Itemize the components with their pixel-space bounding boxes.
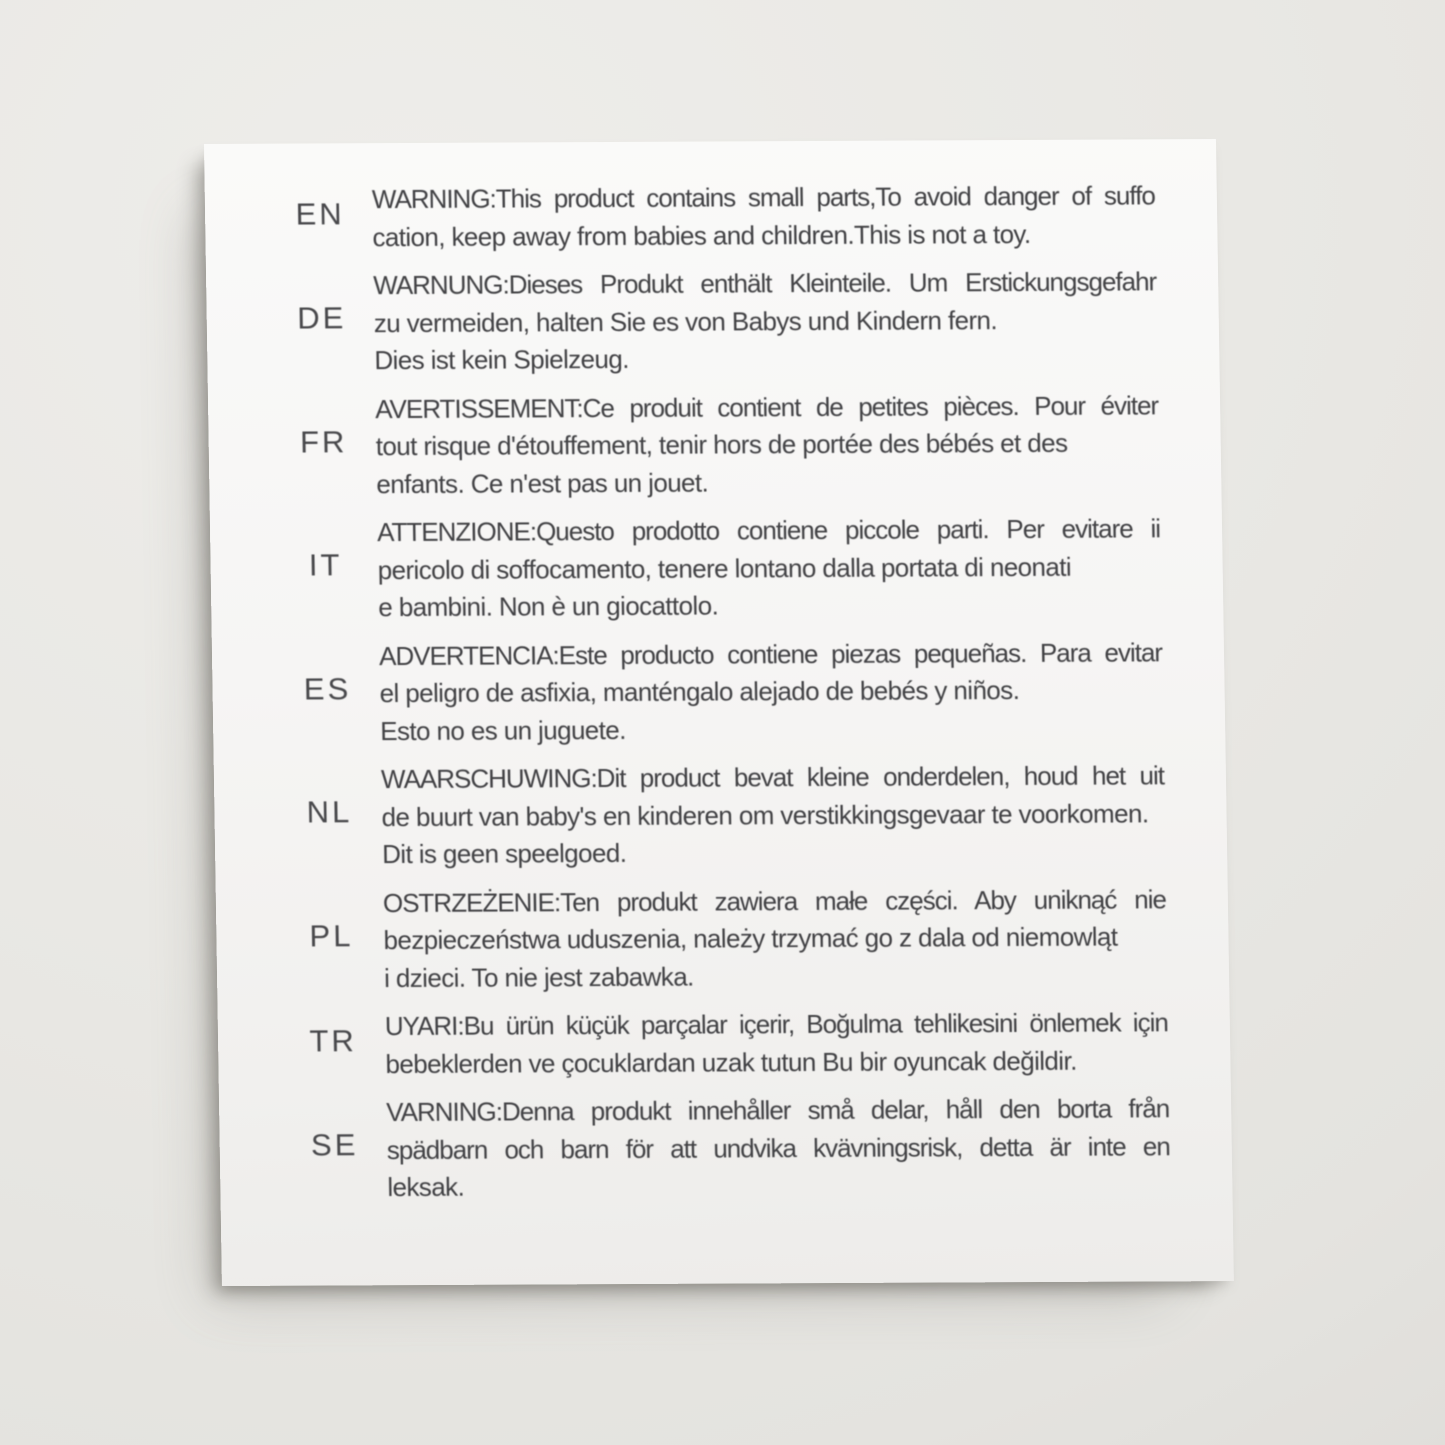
warning-line: spädbarn och barn för att undvika kvävningsrisk, detta är inte en — [386, 1130, 1170, 1165]
warning-text — [373, 263, 1158, 379]
warning-line: i dzieci. To nie jest zabawka. — [383, 961, 694, 993]
language-section — [216, 881, 1230, 998]
warning-line: AVERTISSEMENT:Ce produit contient de petites pièces. Pour éviter — [374, 389, 1159, 424]
warning-line: bebeklerden ve çocuklardan uzak tutun Bu bir oyuncak değildir. — [385, 1045, 1077, 1079]
warning-text — [375, 387, 1160, 503]
warning-text — [377, 510, 1162, 626]
warning-line: el peligro de asfixia, manténgalo alejado de bebés y niños. — [379, 675, 1020, 709]
warning-line: WAARSCHUWING:Dit product bevat kleine onderdelen, houd het uit — [380, 760, 1165, 795]
warning-line: zu vermeiden, halten Sie es von Babys und Kindern fern. — [373, 304, 998, 338]
warning-line: enfants. Ce n'est pas un jouet. — [376, 467, 709, 499]
warning-label-sheet — [204, 139, 1234, 1286]
language-section — [218, 1004, 1231, 1084]
language-code: PL — [309, 918, 354, 954]
language-section — [205, 177, 1218, 257]
warning-line: Dit is geen speelgoed. — [381, 837, 627, 870]
warning-line: ATTENZIONE:Questo prodotto contiene piccole parti. Per evitare ii — [376, 513, 1161, 548]
language-code: IT — [308, 547, 343, 583]
warning-text — [386, 1090, 1171, 1206]
warning-text — [372, 177, 1156, 256]
language-code: SE — [310, 1127, 359, 1163]
warning-line: Esto no es un juguete. — [379, 714, 626, 746]
warning-line: ADVERTENCIA:Este producto contiene piezas pequeñas. Para evitar — [378, 636, 1163, 671]
language-section — [206, 263, 1220, 380]
warning-line: UYARI:Bu ürün küçük parçalar içerir, Boğulma tehlikesini önlemek için — [384, 1007, 1169, 1042]
warning-sections — [205, 177, 1233, 1207]
warning-text — [379, 634, 1164, 750]
warning-line: e bambini. Non è un giocattolo. — [378, 590, 719, 623]
language-section — [212, 634, 1226, 751]
warning-line: Dies ist kein Spielzeug. — [374, 343, 630, 376]
language-section — [210, 510, 1224, 627]
warning-line: OSTRZEŻENIE:Ten produkt zawiera małe części. Aby uniknąć nie — [382, 883, 1167, 918]
warning-line: bezpieczeństwa uduszenia, należy trzymać go z dala od niemowląt — [383, 921, 1118, 956]
warning-text — [381, 757, 1166, 873]
warning-line: cation, keep away from babies and children.This is not a toy. — [372, 218, 1031, 252]
warning-line: WARNING:This product contains small parts,To avoid danger of suffo — [371, 180, 1156, 215]
warning-line: VARNING:Denna produkt innehåller små delar, håll den borta från — [385, 1093, 1170, 1128]
warning-line: WARNUNG:Dieses Produkt enthält Kleinteile. Um Erstickungsgefahr — [372, 266, 1157, 301]
warning-line: de buurt van baby's en kinderen om verstikkingsgevaar te voorkomen. — [381, 797, 1149, 832]
language-section — [214, 757, 1228, 874]
language-code: NL — [306, 794, 353, 830]
language-code: TR — [309, 1022, 358, 1059]
warning-line: pericolo di soffocamento, tenere lontano dalla portata di neonati — [377, 551, 1072, 585]
warning-text — [383, 881, 1168, 997]
warning-line: leksak. — [387, 1171, 465, 1203]
warning-line: tout risque d'étouffement, tenir hors de portée des bébés et des — [375, 427, 1068, 462]
language-section — [219, 1090, 1233, 1207]
language-section — [208, 387, 1222, 504]
language-code: DE — [296, 300, 347, 336]
language-code: ES — [303, 671, 352, 707]
language-code: FR — [299, 424, 348, 460]
language-code: EN — [295, 195, 345, 232]
warning-text — [385, 1004, 1169, 1083]
